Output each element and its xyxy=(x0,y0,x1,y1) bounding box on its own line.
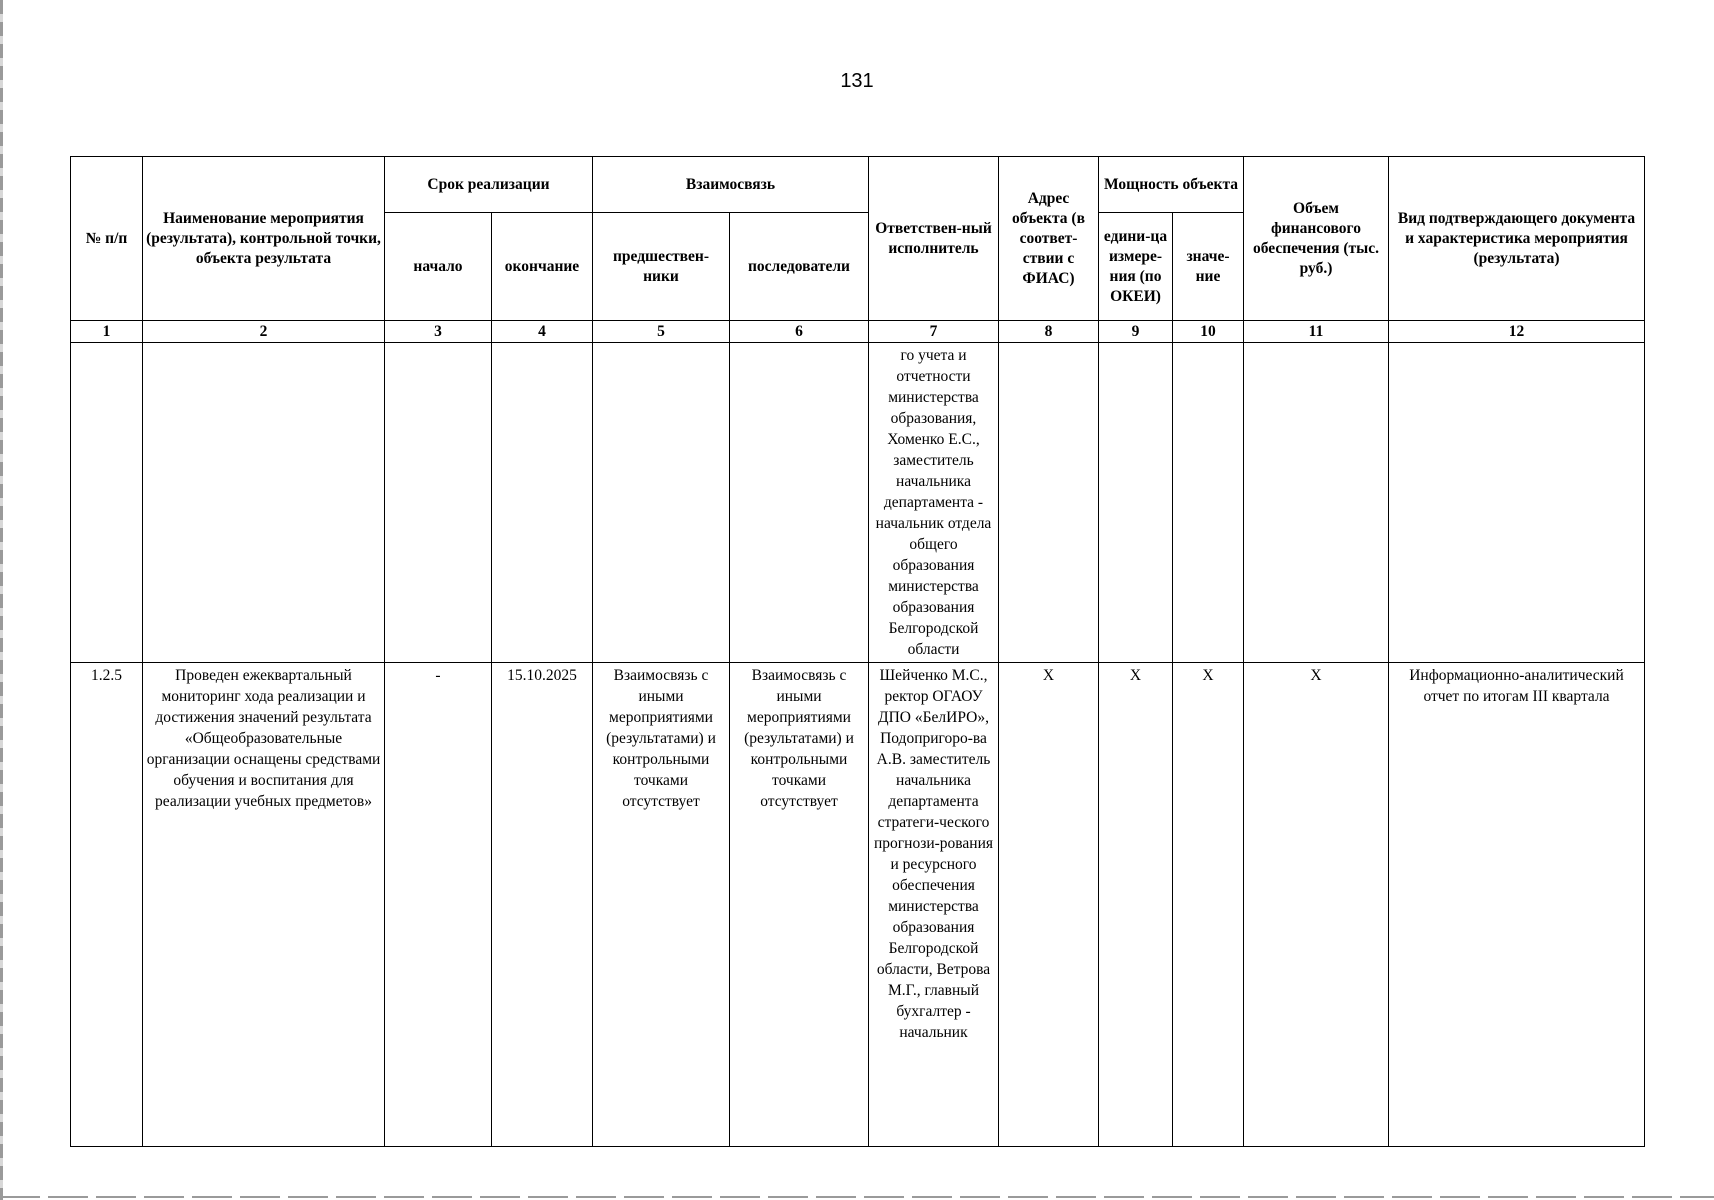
cell-value: Х xyxy=(1173,663,1244,1147)
column-number: 6 xyxy=(730,321,869,343)
cell-predecessors xyxy=(593,343,730,663)
cell-end: 15.10.2025 xyxy=(492,663,593,1147)
column-number: 12 xyxy=(1389,321,1645,343)
cell-successors: Взаимосвязь с иными мероприятиями (результатами) и контрольными точками отсутствует xyxy=(730,663,869,1147)
cell-num xyxy=(71,343,143,663)
column-number: 10 xyxy=(1173,321,1244,343)
column-number: 11 xyxy=(1244,321,1389,343)
scan-edge-left xyxy=(0,0,3,1200)
column-number: 1 xyxy=(71,321,143,343)
cell-responsible: Шейченко М.С., ректор ОГАОУ ДПО «БелИРО», Подопригоро-ва А.В. заместитель начальника департамента стратеги-ческого прогнози-рования и ресурсного обеспечения министерства образования Белгородской области, Ветрова М.Г., главный бухгалтер - начальник xyxy=(869,663,999,1147)
cell-start: - xyxy=(385,663,492,1147)
header-end: окончание xyxy=(492,213,593,321)
table-row xyxy=(71,663,1645,1147)
cell-predecessors: Взаимосвязь с иными мероприятиями (результатами) и контрольными точками отсутствует xyxy=(593,663,730,1147)
plan-table xyxy=(70,156,1645,1147)
header-address: Адрес объекта (в соответ-ствии с ФИАС) xyxy=(999,157,1099,321)
header-capacity: Мощность объекта xyxy=(1099,157,1244,213)
cell-address: Х xyxy=(999,663,1099,1147)
column-number: 8 xyxy=(999,321,1099,343)
cell-name: Проведен ежеквартальный мониторинг хода реализации и достижения значений результата «Общеобразовательные организации оснащены средствами обучения и воспитания для реализации учебных предметов» xyxy=(143,663,385,1147)
column-number: 4 xyxy=(492,321,593,343)
scan-edge-bottom xyxy=(0,1196,1714,1198)
header-unit: едини-ца измере-ния (по ОКЕИ) xyxy=(1099,213,1173,321)
cell-num: 1.2.5 xyxy=(71,663,143,1147)
column-number: 3 xyxy=(385,321,492,343)
cell-value xyxy=(1173,343,1244,663)
cell-unit xyxy=(1099,343,1173,663)
cell-address xyxy=(999,343,1099,663)
cell-end xyxy=(492,343,593,663)
header-finance: Объем финансового обеспечения (тыс. руб.) xyxy=(1244,157,1389,321)
page-number: 131 xyxy=(840,70,874,92)
column-number: 7 xyxy=(869,321,999,343)
cell-start xyxy=(385,343,492,663)
cell-name xyxy=(143,343,385,663)
header-relation: Взаимосвязь xyxy=(593,157,869,213)
cell-finance xyxy=(1244,343,1389,663)
header-doc-type: Вид подтверждающего документа и характеристика мероприятия (результата) xyxy=(1389,157,1645,321)
table-row xyxy=(71,343,1645,663)
column-number: 2 xyxy=(143,321,385,343)
cell-finance: Х xyxy=(1244,663,1389,1147)
cell-responsible: го учета и отчетности министерства образования, Хоменко Е.С., заместитель начальника департамента - начальник отдела общего образования министерства образования Белгородской области xyxy=(869,343,999,663)
header-value: значе-ние xyxy=(1173,213,1244,321)
header-num: № п/п xyxy=(71,157,143,321)
header-predecessors: предшествен-ники xyxy=(593,213,730,321)
header-name: Наименование мероприятия (результата), контрольной точки, объекта результата xyxy=(143,157,385,321)
header-successors: последователи xyxy=(730,213,869,321)
header-responsible: Ответствен-ный исполнитель xyxy=(869,157,999,321)
cell-successors xyxy=(730,343,869,663)
cell-doc-type: Информационно-аналитический отчет по итогам III квартала xyxy=(1389,663,1645,1147)
column-number: 9 xyxy=(1099,321,1173,343)
header-term: Срок реализации xyxy=(385,157,593,213)
header-start: начало xyxy=(385,213,492,321)
cell-doc-type xyxy=(1389,343,1645,663)
cell-unit: Х xyxy=(1099,663,1173,1147)
column-number: 5 xyxy=(593,321,730,343)
